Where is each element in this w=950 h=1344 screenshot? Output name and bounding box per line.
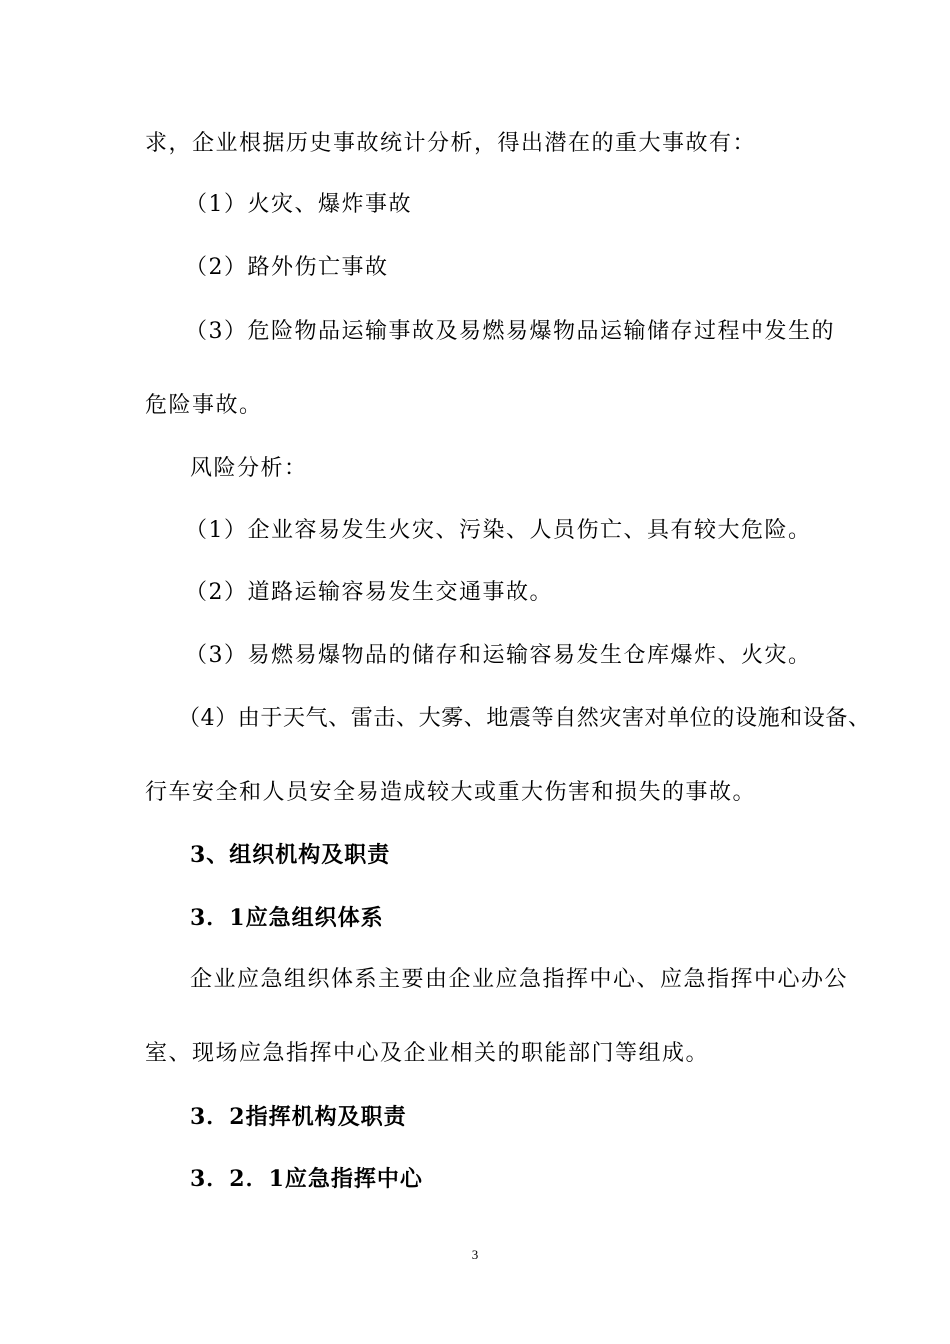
list-item: （1）企业容易发生火灾、污染、人员伤亡、具有较大危险。 [185, 518, 812, 543]
section-label: 风险分析： [190, 456, 308, 481]
text-line: 行车安全和人员安全易造成较大或重大伤害和损失的事故。 [145, 780, 757, 805]
section-heading: 3、组织机构及职责 [190, 842, 391, 868]
subsection-heading: 3．2．1应急指挥中心 [190, 1166, 423, 1192]
text-line: 危险事故。 [145, 393, 263, 418]
list-item: （3）易燃易爆物品的储存和运输容易发生仓库爆炸、火灾。 [185, 643, 812, 668]
page-number: 3 [471, 1247, 479, 1262]
paragraph-line: 室、现场应急指挥中心及企业相关的职能部门等组成。 [145, 1041, 710, 1066]
subsection-heading: 3．2指挥机构及职责 [190, 1104, 407, 1130]
subsection-heading: 3．1应急组织体系 [190, 905, 384, 931]
list-item: （3）危险物品运输事故及易燃易爆物品运输储存过程中发生的 [185, 319, 835, 344]
list-item: （4）由于天气、雷击、大雾、地震等自然灾害对单位的设施和设备、 [178, 706, 871, 731]
list-item: （2）路外伤亡事故 [185, 255, 389, 280]
text-line: 求，企业根据历史事故统计分析，得出潜在的重大事故有： [145, 131, 757, 156]
list-item: （1）火灾、爆炸事故 [185, 192, 412, 217]
paragraph-line: 企业应急组织体系主要由企业应急指挥中心、应急指挥中心办公 [190, 967, 849, 992]
list-item: （2）道路运输容易发生交通事故。 [185, 580, 553, 605]
